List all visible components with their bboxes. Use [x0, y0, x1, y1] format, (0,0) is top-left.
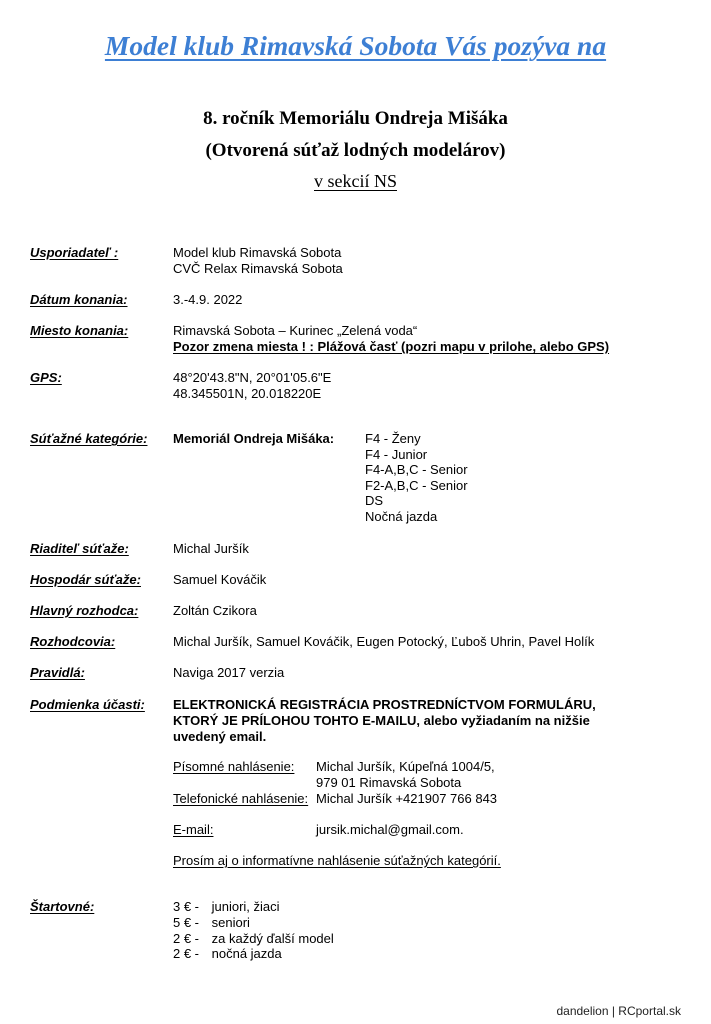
invitation-headline: Model klub Rimavská Sobota Vás pozýva na	[104, 30, 607, 61]
event-subtitle: (Otvorená súťaž lodných modelárov)	[205, 140, 506, 161]
fee-item	[173, 946, 334, 962]
rules-label: Pravidlá:	[30, 665, 85, 680]
email-label: E-mail:	[173, 822, 214, 837]
chief-judge-label: Hlavný rozhodca:	[30, 603, 139, 618]
participation-line-2: KTORÝ JE PRÍLOHOU TOHTO E-MAILU, alebo vyžiadaním na nižšie	[173, 713, 590, 728]
category-item: F4 - Junior	[365, 446, 428, 462]
phone-registration-label: Telefonické nahlásenie:	[173, 791, 309, 806]
category-item: Nočná jazda	[365, 508, 438, 524]
place-line-1: Rimavská Sobota – Kurinec „Zelená voda“	[173, 323, 418, 338]
organizer-line-1: Model klub Rimavská Sobota	[173, 245, 342, 260]
organizer-label: Usporiadateľ :	[30, 245, 119, 260]
date-value: 3.-4.9. 2022	[173, 292, 243, 307]
fees-list	[173, 899, 334, 962]
fee-description: nočná jazda	[211, 946, 282, 962]
director-label: Riaditeľ súťaže:	[30, 541, 129, 556]
participation-line-1: ELEKTRONICKÁ REGISTRÁCIA PROSTREDNÍCTVOM FORMULÁRU,	[173, 697, 596, 712]
organizer-line-2: CVČ Relax Rimavská Sobota	[173, 261, 343, 276]
fees-label: Štartovné:	[30, 899, 95, 914]
category-item: F2-A,B,C - Senior	[365, 477, 468, 493]
fee-amount: 5 € -	[173, 914, 200, 930]
fee-item	[173, 931, 334, 947]
phone-registration-value: Michal Juršík +421907 766 843	[316, 791, 498, 806]
category-item: F4-A,B,C - Senior	[365, 462, 468, 478]
email-value: jursik.michal@gmail.com.	[316, 822, 464, 837]
gps-line-2: 48.345501N, 20.018220E	[173, 386, 322, 401]
steward-value: Samuel Kováčik	[173, 572, 267, 587]
place-label: Miesto konania:	[30, 323, 129, 338]
participation-label: Podmienka účasti:	[30, 697, 145, 712]
categories-list	[365, 431, 468, 525]
category-item: F4 - Ženy	[365, 431, 421, 446]
categories-notice: Prosím aj o informatívne nahlásenie súťažných kategórií.	[173, 853, 501, 868]
date-label: Dátum konania:	[30, 292, 128, 307]
category-item: DS	[365, 493, 384, 509]
fee-item	[173, 899, 334, 915]
written-registration-line-1: Michal Juršík, Kúpeľná 1004/5,	[316, 759, 495, 774]
judges-value: Michal Juršík, Samuel Kováčik, Eugen Potocký, Ľuboš Uhrin, Pavel Holík	[173, 634, 595, 649]
director-value: Michal Juršík	[173, 541, 249, 556]
fee-amount: 2 € -	[173, 930, 200, 946]
participation-line-3: uvedený email.	[173, 729, 267, 744]
judges-label: Rozhodcovia:	[30, 634, 116, 649]
fee-amount: 2 € -	[173, 946, 200, 962]
event-section	[0, 171, 711, 192]
categories-label: Súťažné kategórie:	[30, 431, 148, 446]
fee-description: juniori, žiaci	[211, 899, 280, 914]
place-change-notice: Pozor zmena miesta ! : Plážová časť (pozri mapu v prilohe, alebo GPS)	[173, 339, 610, 354]
categories-event: Memoriál Ondreja Mišáka:	[173, 431, 335, 446]
gps-label: GPS:	[30, 370, 62, 385]
fee-item	[173, 915, 334, 931]
chief-judge-value: Zoltán Czikora	[173, 603, 257, 618]
fee-amount: 3 € -	[173, 899, 200, 914]
source-credit: dandelion | RCportal.sk	[556, 1004, 681, 1018]
event-section-text: v sekcií NS	[314, 171, 397, 191]
rules-value: Naviga 2017 verzia	[173, 665, 285, 680]
steward-label: Hospodár súťaže:	[30, 572, 141, 587]
event-title: 8. ročník Memoriálu Ondreja Mišáka	[203, 108, 508, 129]
fee-description: za každý ďalší model	[211, 930, 334, 946]
written-registration-label: Písomné nahlásenie:	[173, 759, 295, 774]
fee-description: seniori	[211, 914, 250, 930]
gps-line-1: 48°20'43.8"N, 20°01'05.6"E	[173, 370, 332, 385]
written-registration-line-2: 979 01 Rimavská Sobota	[316, 775, 462, 790]
